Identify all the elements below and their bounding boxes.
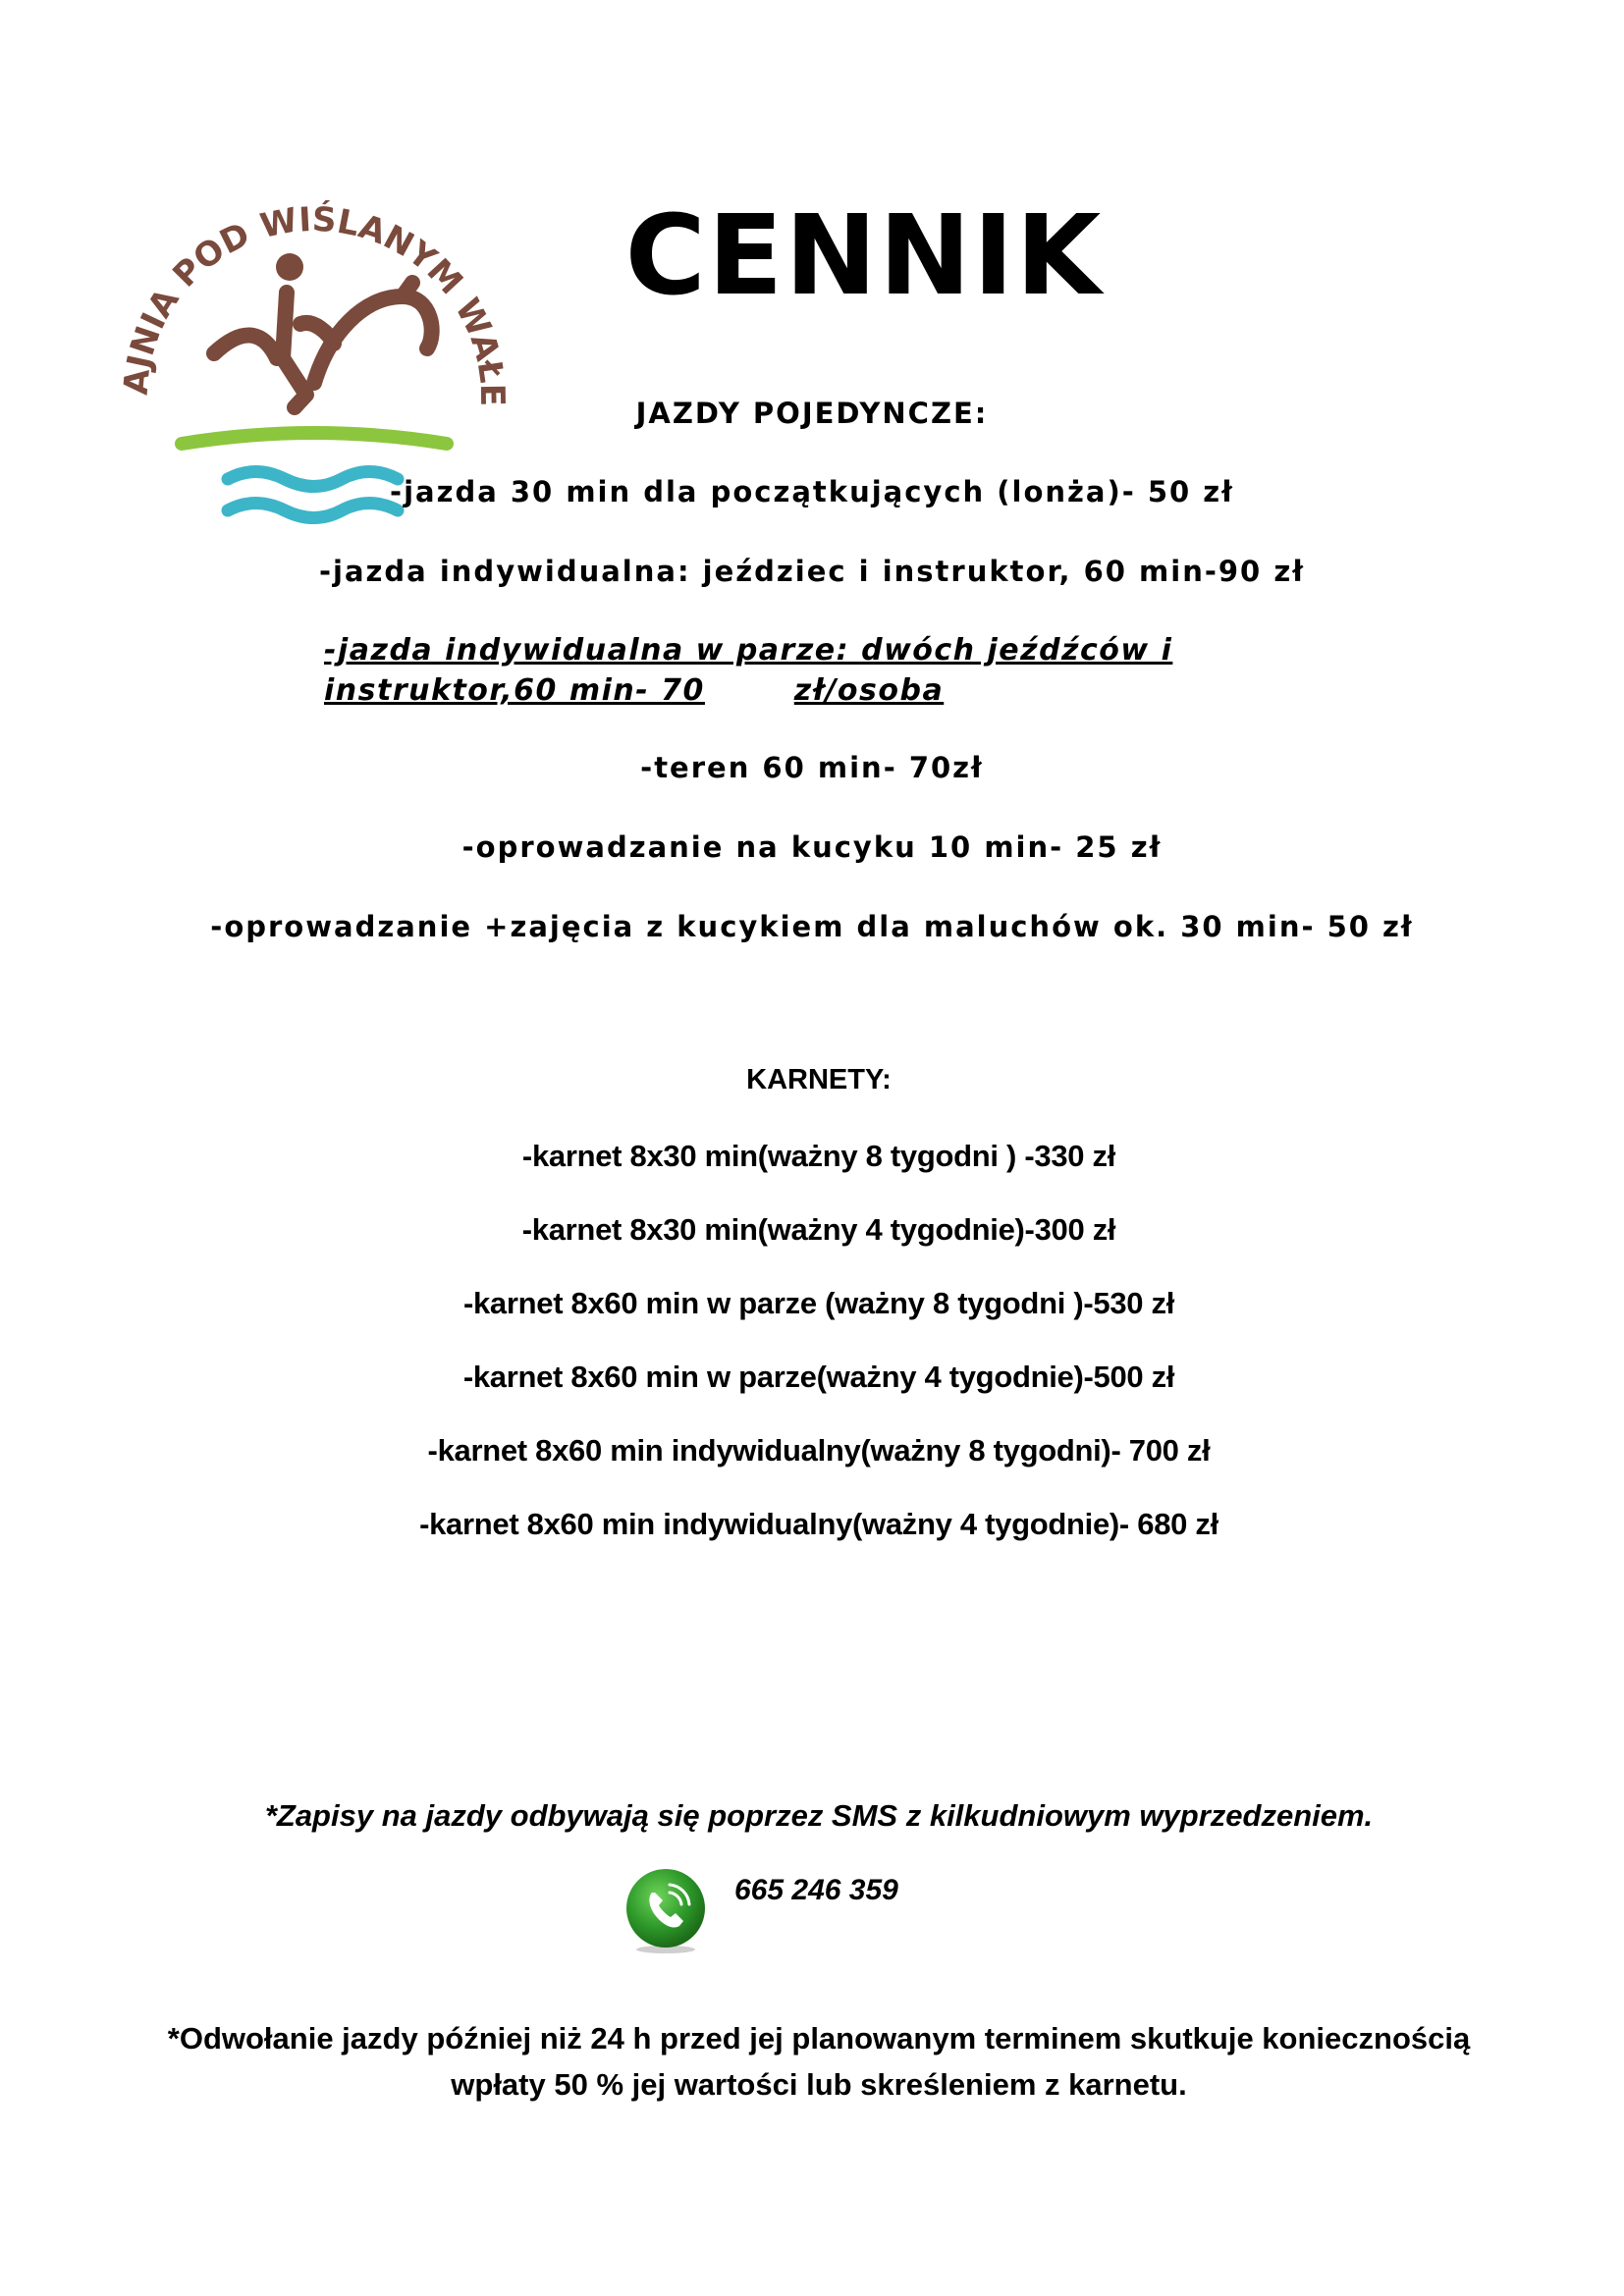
price-item: -jazda 30 min dla początkujących (lonża)- 50 zł xyxy=(390,475,1234,508)
pass-item: -karnet 8x60 min w parze(ważny 4 tygodnie)-500 zł xyxy=(462,1360,1175,1394)
price-item: -oprowadzanie na kucyku 10 min- 25 zł xyxy=(461,830,1163,864)
pass-item: -karnet 8x30 min(ważny 4 tygodnie)-300 zł xyxy=(521,1212,1116,1247)
price-item: -jazda indywidualna: jeździec i instruktor, 60 min-90 zł xyxy=(319,555,1305,588)
cancellation-note-line1: *Odwołanie jazdy później niż 24 h przed jej planowanym terminem skutkuje koniecznością xyxy=(167,2021,1471,2056)
cancellation-note-line2: wpłaty 50 % jej wartości lub skreśleniem z karnetu. xyxy=(451,2067,1187,2102)
phone-icon xyxy=(623,1867,709,1953)
page-title: CENNIK xyxy=(624,192,1104,320)
ground-line xyxy=(182,433,447,444)
logo-name: AJNIA POD WIŚLANYM WAŁE xyxy=(118,199,511,407)
pass-item: -karnet 8x60 min w parze (ważny 8 tygodni )-530 zł xyxy=(462,1286,1175,1320)
passes-heading: KARNETY: xyxy=(746,1064,892,1095)
price-item: -teren 60 min- 70zł xyxy=(640,751,984,784)
pass-item: -karnet 8x60 min indywidualny(ważny 8 tygodni)- 700 zł xyxy=(427,1433,1211,1468)
pass-item: -karnet 8x30 min(ważny 8 tygodni ) -330 zł xyxy=(521,1139,1116,1173)
pass-item: -karnet 8x60 min indywidualny(ważny 4 tygodnie)- 680 zł xyxy=(419,1507,1218,1541)
phone-number[interactable]: 665 246 359 xyxy=(734,1874,898,1906)
price-item: -oprowadzanie +zajęcia z kucykiem dla maluchów ok. 30 min- 50 zł xyxy=(210,910,1414,943)
price-item-pair-cont: zł/osoba xyxy=(793,673,945,708)
booking-note: *Zapisy na jazdy odbywają się poprzez SMS z kilkudniowym wyprzedzeniem. xyxy=(264,1798,1374,1833)
price-item-pair: -jazda indywidualna w parze: dwóch jeźdźców i instruktor,60 min- 70 xyxy=(324,633,1173,708)
rider-icon xyxy=(214,253,432,407)
single-rides-heading: JAZDY POJEDYNCZE: xyxy=(635,397,989,430)
